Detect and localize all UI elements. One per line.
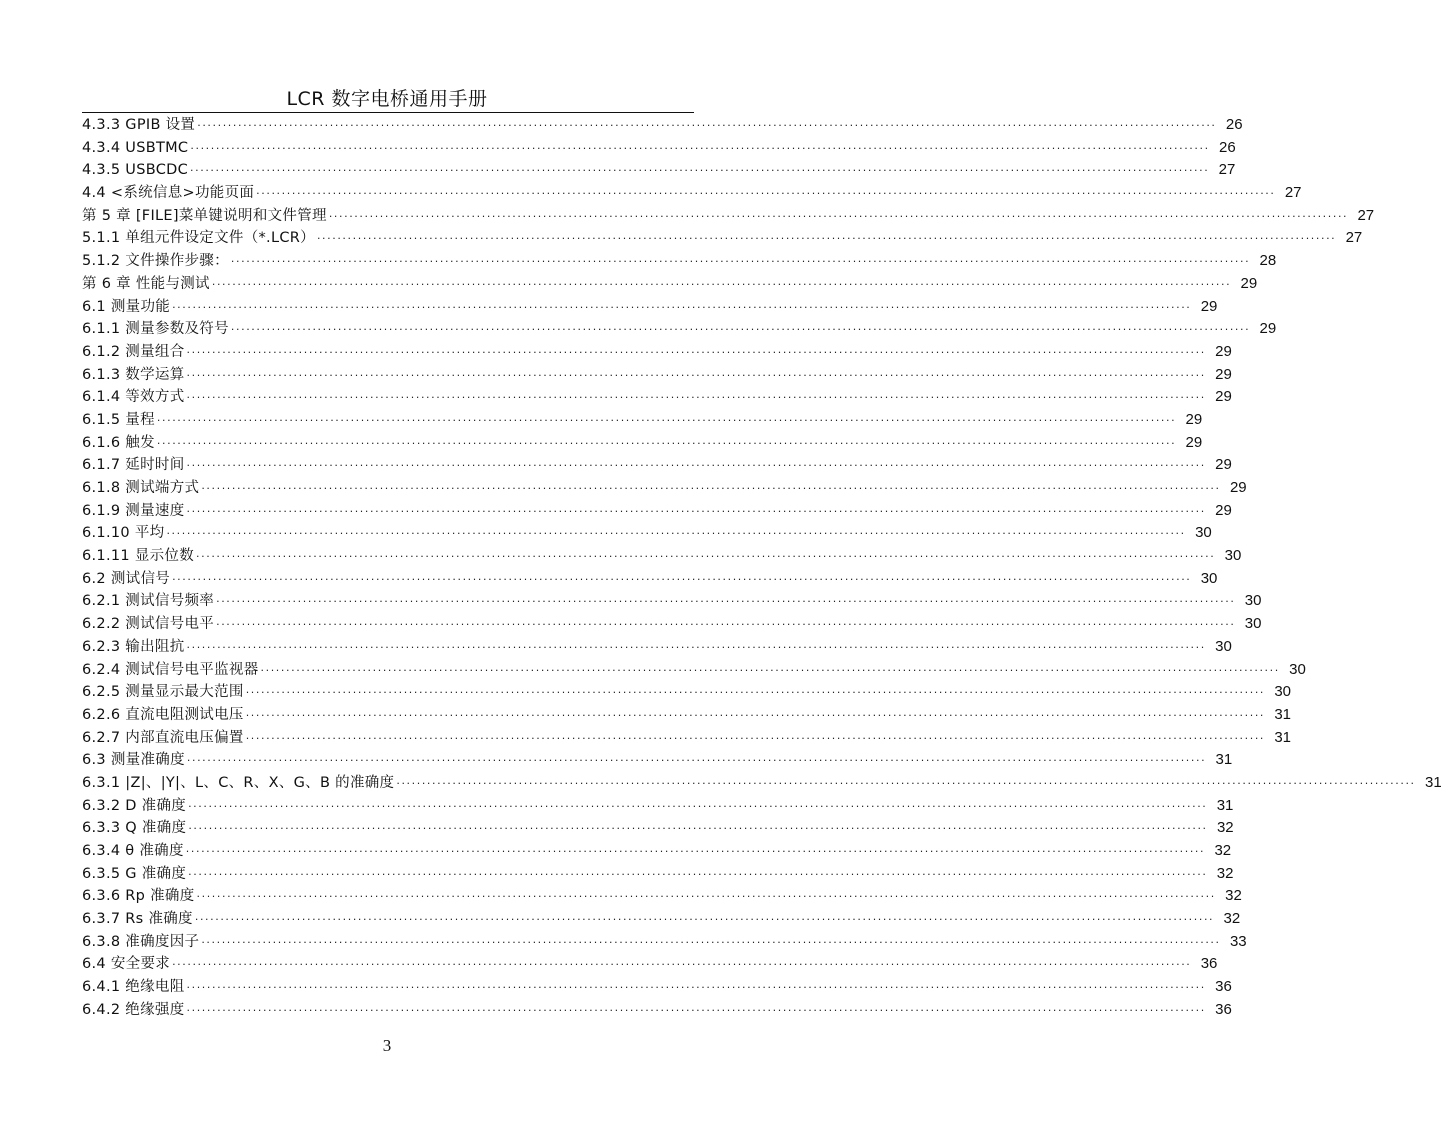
toc-dot-leader: ········································································································································································································ xyxy=(245,686,1266,700)
toc-entry-page: 31 xyxy=(1274,728,1292,746)
toc-entry-page: 29 xyxy=(1240,274,1258,292)
header-rule xyxy=(82,112,694,113)
toc-entry-page: 32 xyxy=(1216,819,1234,837)
toc-dot-leader: ········································································································································································································ xyxy=(196,550,1216,564)
toc-dot-leader: ········································································································································································································ xyxy=(186,504,1206,518)
toc-entry-page: 30 xyxy=(1224,547,1242,565)
toc-dot-leader: ········································································································································································································ xyxy=(188,867,1208,881)
toc-entry xyxy=(82,772,1442,795)
toc-entry-page: 30 xyxy=(1244,592,1262,610)
toc-dot-leader: ········································································································································································································ xyxy=(156,436,1177,450)
toc-entry-page: 30 xyxy=(1215,637,1232,655)
toc-entry-title: 6.1.2 测量组合 xyxy=(82,343,185,360)
toc-entry xyxy=(82,386,1232,409)
toc-entry-title: 6.1.6 触发 xyxy=(82,434,155,451)
toc-entry-page: 31 xyxy=(1424,773,1442,791)
toc-dot-leader: ········································································································································································································ xyxy=(186,391,1206,405)
toc-entry xyxy=(82,341,1232,364)
toc-entry-page: 29 xyxy=(1185,410,1203,428)
toc-dot-leader: ········································································································································································································ xyxy=(186,1003,1206,1017)
toc-entry-page: 30 xyxy=(1244,615,1262,633)
toc-entry-page: 32 xyxy=(1223,910,1241,928)
toc-dot-leader: ········································································································································································································ xyxy=(201,935,1221,949)
toc-entry-page: 33 xyxy=(1229,932,1247,950)
toc-dot-leader: ········································································································································································································ xyxy=(216,595,1236,609)
toc-entry-page: 29 xyxy=(1259,320,1277,338)
toc-entry-page: 36 xyxy=(1200,955,1218,973)
toc-entry xyxy=(82,885,1242,908)
toc-dot-leader: ········································································································································································································ xyxy=(172,300,1192,314)
toc-entry-title: 6.1.1 测量参数及符号 xyxy=(82,321,229,338)
toc-entry-title: 4.4 <系统信息>功能页面 xyxy=(82,185,255,202)
toc-entry-page: 36 xyxy=(1215,978,1232,996)
toc-dot-leader: ········································································································································································································ xyxy=(188,799,1208,813)
toc-entry-page: 27 xyxy=(1218,161,1236,179)
toc-entry-title: 6.1.4 等效方式 xyxy=(82,389,185,406)
toc-entry-title: 4.3.3 GPIB 设置 xyxy=(82,117,196,133)
toc-entry xyxy=(82,250,1277,273)
toc-entry xyxy=(82,795,1234,818)
toc-entry-title: 6.3.4 θ 准确度 xyxy=(82,843,184,859)
toc-entry-title: 6.2 测试信号 xyxy=(82,570,171,587)
toc-dot-leader: ········································································································································································································ xyxy=(186,754,1207,768)
toc-entry-page: 30 xyxy=(1200,569,1218,587)
toc-entry-title: 4.3.5 USBCDC xyxy=(82,162,189,179)
toc-entry-page: 29 xyxy=(1215,342,1232,360)
toc-entry-page: 32 xyxy=(1214,842,1232,859)
toc-dot-leader: ········································································································································································································ xyxy=(172,572,1192,586)
toc-entry-page: 27 xyxy=(1284,184,1302,202)
toc-entry xyxy=(82,613,1262,636)
page-header-title: LCR 数字电桥通用手册 xyxy=(286,88,488,110)
toc-dot-leader: ········································································································································································································ xyxy=(260,663,1280,677)
toc-dot-leader: ········································································································································································································ xyxy=(194,913,1215,927)
toc-entry xyxy=(82,273,1258,296)
toc-entry xyxy=(82,409,1203,432)
toc-dot-leader: ········································································································································································································ xyxy=(245,731,1266,745)
toc-entry-title: 6.1.9 测量速度 xyxy=(82,502,185,519)
toc-entry-title: 6.3 测量准确度 xyxy=(82,752,185,769)
toc-entry-title: 第 6 章 性能与测试 xyxy=(82,275,210,292)
toc-entry xyxy=(82,840,1232,863)
toc-entry-page: 26 xyxy=(1219,138,1236,156)
toc-entry-title: 6.1.7 延时时间 xyxy=(82,457,185,474)
toc-entry-title: 第 5 章 [FILE]菜单键说明和文件管理 xyxy=(82,207,327,224)
toc-entry-title: 6.2.2 测试信号电平 xyxy=(82,616,215,633)
toc-entry xyxy=(82,137,1236,160)
toc-dot-leader: ········································································································································································································ xyxy=(230,255,1251,269)
toc-entry-page: 32 xyxy=(1216,864,1234,882)
toc-entry-title: 6.4.2 绝缘强度 xyxy=(82,1001,185,1018)
toc-entry xyxy=(82,704,1292,727)
toc-entry xyxy=(82,931,1247,954)
toc-entry xyxy=(82,568,1218,591)
toc-entry-title: 6.1.11 显示位数 xyxy=(82,548,195,565)
toc-entry xyxy=(82,522,1212,545)
toc-entry-title: 6.1.5 量程 xyxy=(82,411,155,428)
toc-entry xyxy=(82,114,1243,137)
toc-dot-leader: ········································································································································································································ xyxy=(230,323,1251,337)
toc-entry xyxy=(82,545,1242,568)
toc-entry-page: 27 xyxy=(1345,229,1363,247)
toc-entry xyxy=(82,999,1232,1022)
toc-dot-leader: ········································································································································································································ xyxy=(196,890,1216,904)
toc-entry-title: 6.3.3 Q 准确度 xyxy=(82,820,187,837)
toc-entry xyxy=(82,590,1262,613)
toc-entry-page: 30 xyxy=(1274,683,1292,701)
toc-entry-page: 26 xyxy=(1225,116,1243,133)
toc-entry xyxy=(82,296,1218,319)
toc-entry-title: 5.1.2 文件操作步骤： xyxy=(82,253,229,270)
toc-dot-leader: ········································································································································································································ xyxy=(186,345,1206,359)
toc-entry-title: 6.3.2 D 准确度 xyxy=(82,797,187,814)
toc-dot-leader: ········································································································································································································ xyxy=(245,708,1266,722)
toc-entry-title: 6.3.5 G 准确度 xyxy=(82,865,187,882)
toc-entry xyxy=(82,817,1234,840)
toc-entry-title: 6.2.1 测试信号频率 xyxy=(82,593,215,610)
toc-dot-leader: ········································································································································································································ xyxy=(156,413,1177,427)
toc-entry-title: 6.2.5 测量显示最大范围 xyxy=(82,684,244,701)
toc-entry-title: 6.2.6 直流电阻测试电压 xyxy=(82,706,244,723)
toc-entry-title: 6.1.10 平均 xyxy=(82,525,165,542)
toc-entry xyxy=(82,318,1277,341)
toc-dot-leader: ········································································································································································································ xyxy=(166,527,1186,541)
toc-entry-title: 6.4 安全要求 xyxy=(82,956,171,973)
toc-entry-title: 6.3.6 Rp 准确度 xyxy=(82,888,195,905)
toc-dot-leader: ········································································································································································································ xyxy=(201,482,1221,495)
toc-entry-page: 30 xyxy=(1289,660,1306,678)
toc-entry xyxy=(82,454,1232,477)
toc-dot-leader: ········································································································································································································ xyxy=(186,981,1206,995)
toc-entry-page: 29 xyxy=(1229,479,1247,496)
toc-entry xyxy=(82,636,1232,659)
toc-entry-page: 31 xyxy=(1216,796,1234,814)
toc-dot-leader: ········································································································································································································ xyxy=(197,119,1217,132)
toc-entry-title: 6.1 测量功能 xyxy=(82,298,171,315)
toc-entry-title: 6.2.3 输出阻抗 xyxy=(82,638,185,655)
toc-entry xyxy=(82,863,1234,886)
toc-entry-page: 29 xyxy=(1185,433,1203,451)
toc-entry xyxy=(82,659,1306,682)
toc-dot-leader: ········································································································································································································ xyxy=(396,776,1416,790)
table-of-contents xyxy=(82,114,1442,1022)
toc-entry-page: 29 xyxy=(1215,456,1232,474)
toc-entry-title: 4.3.4 USBTMC xyxy=(82,139,189,156)
toc-dot-leader: ········································································································································································································ xyxy=(186,459,1206,473)
toc-dot-leader: ········································································································································································································ xyxy=(186,368,1206,382)
toc-entry-title: 6.3.7 Rs 准确度 xyxy=(82,911,193,928)
toc-entry-page: 31 xyxy=(1274,705,1292,723)
toc-entry xyxy=(82,227,1363,250)
toc-entry xyxy=(82,182,1302,205)
toc-dot-leader: ········································································································································································································ xyxy=(186,640,1206,654)
toc-entry xyxy=(82,908,1241,931)
toc-entry xyxy=(82,681,1292,704)
toc-dot-leader: ········································································································································································································ xyxy=(328,209,1349,223)
toc-entry-title: 5.1.1 单组元件设定文件（*.LCR） xyxy=(82,230,315,247)
toc-dot-leader: ········································································································································································································ xyxy=(256,187,1276,201)
toc-dot-leader: ········································································································································································································ xyxy=(190,164,1210,178)
toc-entry xyxy=(82,976,1232,999)
toc-entry-page: 29 xyxy=(1215,365,1232,383)
toc-entry xyxy=(82,500,1232,523)
toc-entry xyxy=(82,159,1236,182)
toc-entry-title: 6.1.8 测试端方式 xyxy=(82,480,200,496)
toc-entry-page: 36 xyxy=(1215,1000,1232,1018)
toc-entry xyxy=(82,749,1233,772)
toc-entry-page: 30 xyxy=(1195,524,1212,542)
toc-entry-page: 29 xyxy=(1215,388,1232,406)
toc-entry-page: 27 xyxy=(1357,206,1375,224)
toc-entry xyxy=(82,953,1218,976)
toc-dot-leader: ········································································································································································································ xyxy=(316,232,1337,246)
toc-dot-leader: ········································································································································································································ xyxy=(185,845,1206,858)
toc-entry-page: 28 xyxy=(1259,252,1277,270)
toc-dot-leader: ········································································································································································································ xyxy=(190,141,1210,155)
toc-entry-page: 31 xyxy=(1215,751,1233,769)
page-number: 3 xyxy=(382,1036,392,1055)
toc-dot-leader: ········································································································································································································ xyxy=(211,277,1232,291)
toc-dot-leader: ········································································································································································································ xyxy=(188,822,1208,836)
toc-entry xyxy=(82,477,1247,500)
toc-entry-title: 6.2.4 测试信号电平监视器 xyxy=(82,661,259,678)
toc-dot-leader: ········································································································································································································ xyxy=(216,618,1236,632)
toc-entry xyxy=(82,205,1375,228)
toc-entry-title: 6.3.8 准确度因子 xyxy=(82,933,200,950)
toc-entry-title: 6.4.1 绝缘电阻 xyxy=(82,979,185,996)
toc-entry-title: 6.3.1 |Z|、|Y|、L、C、R、X、G、B 的准确度 xyxy=(82,774,395,791)
toc-entry xyxy=(82,364,1232,387)
toc-entry xyxy=(82,432,1203,455)
toc-dot-leader: ········································································································································································································ xyxy=(172,958,1192,972)
toc-entry-title: 6.1.3 数学运算 xyxy=(82,366,185,383)
toc-entry-page: 29 xyxy=(1200,297,1218,315)
toc-entry-title: 6.2.7 内部直流电压偏置 xyxy=(82,729,244,746)
toc-entry xyxy=(82,727,1292,750)
toc-entry-page: 32 xyxy=(1225,887,1242,905)
toc-entry-page: 29 xyxy=(1215,501,1232,519)
